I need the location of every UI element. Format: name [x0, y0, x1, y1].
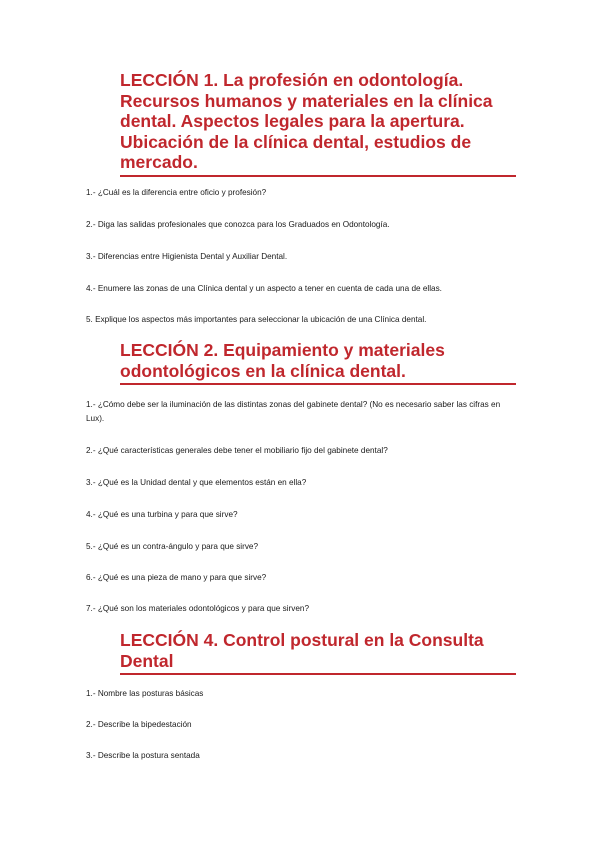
- section-2-title: LECCIÓN 2. Equipamiento y materiales odontológicos en la clínica dental.: [120, 340, 516, 385]
- section-2-question-2: 2.- ¿Qué características generales debe tener el mobiliario fijo del gabinete dental?: [86, 446, 388, 455]
- section-2-question-6: 6.- ¿Qué es una pieza de mano y para que sirve?: [86, 573, 267, 582]
- section-2-question-3: 3.- ¿Qué es la Unidad dental y que elementos están en ella?: [86, 478, 307, 487]
- section-3-title: LECCIÓN 4. Control postural en la Consulta Dental: [120, 630, 516, 675]
- section-3-question-3: 3.- Describe la postura sentada: [86, 751, 200, 760]
- section-1-question-1: 1.- ¿Cuál es la diferencia entre oficio y profesión?: [86, 188, 267, 197]
- section-1-question-2: 2.- Diga las salidas profesionales que conozca para los Graduados en Odontología.: [86, 220, 390, 229]
- section-3-question-1: 1.- Nombre las posturas básicas: [86, 689, 204, 698]
- section-1-title: LECCIÓN 1. La profesión en odontología. Recursos humanos y materiales en la clínica dental. Aspectos legales para la apertura. Ubicación de la clínica dental, estudios de mercado.: [120, 70, 516, 177]
- section-2-question-7: 7.- ¿Qué son los materiales odontológicos y para que sirven?: [86, 604, 310, 613]
- section-2-question-1: 1.- ¿Cómo debe ser la iluminación de las distintas zonas del gabinete dental? (No es necesario saber las cifras en Lux).: [86, 400, 501, 423]
- section-1-question-4: 4.- Enumere las zonas de una Clínica dental y un aspecto a tener en cuenta de cada una de ellas.: [86, 284, 442, 293]
- section-1-question-5: 5. Explique los aspectos más importantes para seleccionar la ubicación de una Clínica dental.: [86, 315, 427, 324]
- section-2-question-5: 5.- ¿Qué es un contra-ángulo y para que sirve?: [86, 542, 259, 551]
- section-1-question-3: 3.- Diferencias entre Higienista Dental y Auxiliar Dental.: [86, 252, 288, 261]
- section-3-question-2: 2.- Describe la bipedestación: [86, 720, 192, 729]
- section-2-question-4: 4.- ¿Qué es una turbina y para que sirve?: [86, 510, 238, 519]
